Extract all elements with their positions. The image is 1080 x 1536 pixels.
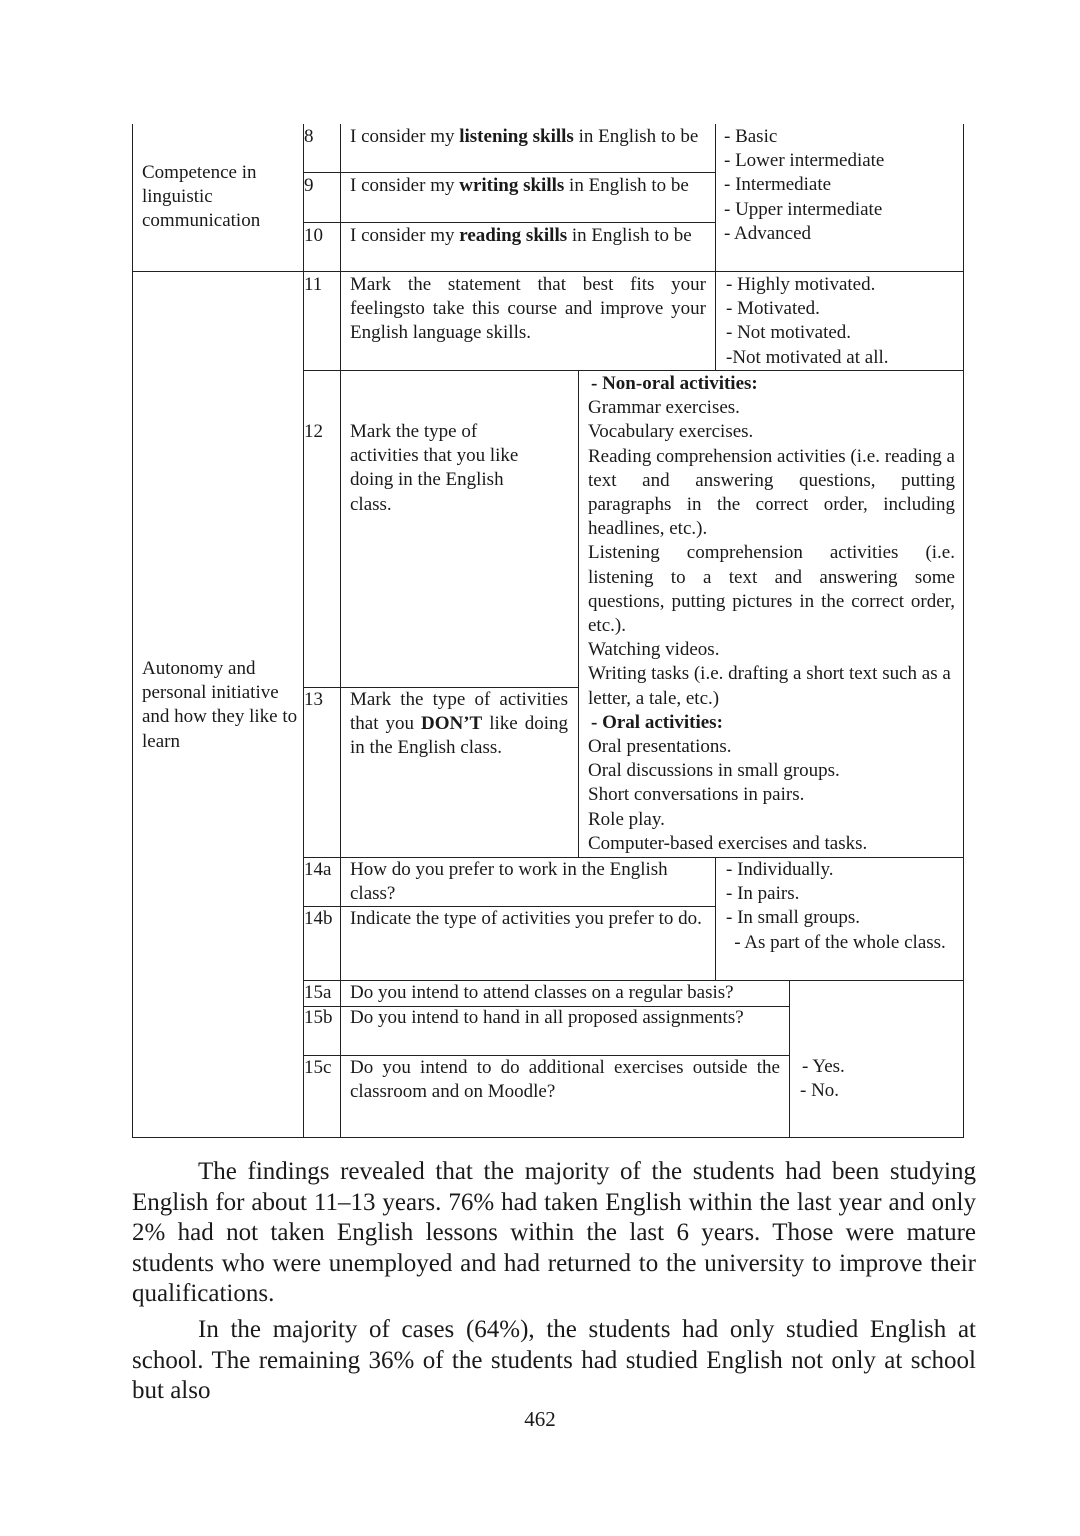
activity-item: Oral presentations. bbox=[588, 736, 732, 758]
question-number: 8 bbox=[304, 126, 314, 147]
question-11-text: Mark the statement that best fits your feelingsto take this course and improve your English language skills. bbox=[350, 274, 706, 344]
question-8-text: I consider my listening skills in English to be bbox=[350, 126, 699, 147]
table-divider bbox=[303, 370, 964, 371]
table-divider bbox=[340, 124, 341, 1138]
table-divider bbox=[715, 124, 716, 371]
activity-item: Grammar exercises. bbox=[588, 397, 740, 419]
table-divider bbox=[132, 271, 964, 272]
question-number: 14b bbox=[304, 908, 333, 929]
grouping-options bbox=[726, 858, 954, 955]
yes-no-options bbox=[800, 1055, 950, 1103]
page-number: 462 bbox=[524, 1407, 556, 1431]
option-item: - Yes. bbox=[802, 1056, 845, 1077]
option-item: - Intermediate bbox=[724, 174, 832, 196]
question-14a-text: How do you prefer to work in the English class? bbox=[350, 859, 668, 905]
table-divider bbox=[303, 222, 715, 223]
question-15c-text: Do you intend to do additional exercises outside the classroom and on Moodle? bbox=[350, 1057, 780, 1103]
option-item: - Highly motivated. bbox=[726, 274, 876, 295]
motivation-options bbox=[726, 273, 961, 370]
table-border-left bbox=[132, 124, 133, 1138]
question-number: 15b bbox=[304, 1007, 333, 1028]
body-paragraph: In the majority of cases (64%), the students had only studied English at school. The remaining 36% of the students had studied English not only at school but also bbox=[132, 1316, 976, 1405]
option-item: - Advanced bbox=[724, 222, 812, 244]
question-number: 15a bbox=[304, 982, 332, 1003]
question-number: 9 bbox=[304, 175, 314, 196]
option-item: - In small groups. bbox=[726, 907, 861, 929]
question-10-text: I consider my reading skills in English to be bbox=[350, 225, 692, 246]
non-oral-heading: - Non-oral activities: bbox=[591, 373, 758, 394]
option-item: - Not motivated. bbox=[726, 322, 852, 344]
table-divider bbox=[715, 858, 716, 981]
question-number: 11 bbox=[304, 274, 323, 295]
option-item: -Not motivated at all. bbox=[726, 346, 889, 368]
activity-item: Role play. bbox=[588, 808, 665, 830]
question-14b-text: Indicate the type of activities you prefer to do. bbox=[350, 908, 702, 929]
question-13-text: Mark the type of activities that you DON’T like doing in the English class. bbox=[350, 689, 568, 759]
activity-item: Listening comprehension activities (i.e. listening to a text and answering some questions, putting pictures in the correct order, etc.). bbox=[588, 542, 955, 637]
question-number: 15c bbox=[304, 1057, 332, 1078]
table-divider bbox=[789, 981, 790, 1138]
activity-item: Vocabulary exercises. bbox=[588, 421, 754, 443]
question-number: 13 bbox=[304, 689, 323, 710]
section-label-competence: Competence in linguistic communication bbox=[142, 162, 261, 232]
option-item: - No. bbox=[800, 1080, 840, 1102]
table-border-right bbox=[963, 124, 964, 1138]
option-item: - As part of the whole class. bbox=[734, 931, 946, 953]
table-divider bbox=[303, 172, 715, 173]
oral-heading: - Oral activities: bbox=[591, 711, 723, 733]
activity-item: Short conversations in pairs. bbox=[588, 784, 805, 806]
activity-item: Oral discussions in small groups. bbox=[588, 760, 840, 782]
question-9-text: I consider my writing skills in English to be bbox=[350, 175, 689, 196]
option-item: - Lower intermediate bbox=[724, 150, 885, 172]
table-divider bbox=[578, 371, 579, 858]
question-number: 10 bbox=[304, 225, 323, 246]
activity-item: Computer-based exercises and tasks. bbox=[588, 832, 868, 854]
option-item: - Basic bbox=[724, 126, 778, 147]
question-number: 14a bbox=[304, 859, 332, 880]
option-item: - Individually. bbox=[726, 859, 834, 880]
question-number: 12 bbox=[304, 421, 323, 442]
option-item: - In pairs. bbox=[726, 883, 800, 905]
option-item: - Motivated. bbox=[726, 298, 820, 320]
body-paragraph: The findings revealed that the majority of the students had been studying English for about 11–13 years. 76% had taken English within the last year and only 2% had not taken English lessons within the last 6 years. Those were mature students who were unemployed and had returned to the university to improve their qualifications. bbox=[132, 1158, 976, 1308]
activity-item: Writing tasks (i.e. drafting a short text such as a letter, a tale, etc.) bbox=[588, 663, 951, 709]
question-12-text: Mark the type of activities that you like doing in the English class. bbox=[350, 421, 519, 515]
level-options bbox=[724, 125, 959, 246]
activity-item: Reading comprehension activities (i.e. reading a text and answering questions, putting paragraphs in the correct order, including headlines, etc.). bbox=[588, 445, 955, 540]
activity-item: Watching videos. bbox=[588, 639, 720, 661]
question-15b-text: Do you intend to hand in all proposed assignments? bbox=[350, 1007, 744, 1028]
section-label-autonomy: Autonomy and personal initiative and how they like to learn bbox=[142, 658, 298, 752]
option-item: - Upper intermediate bbox=[724, 198, 883, 220]
activities-list bbox=[588, 372, 955, 856]
question-15a-text: Do you intend to attend classes on a regular basis? bbox=[350, 982, 734, 1003]
table-border-bottom bbox=[132, 1137, 964, 1138]
